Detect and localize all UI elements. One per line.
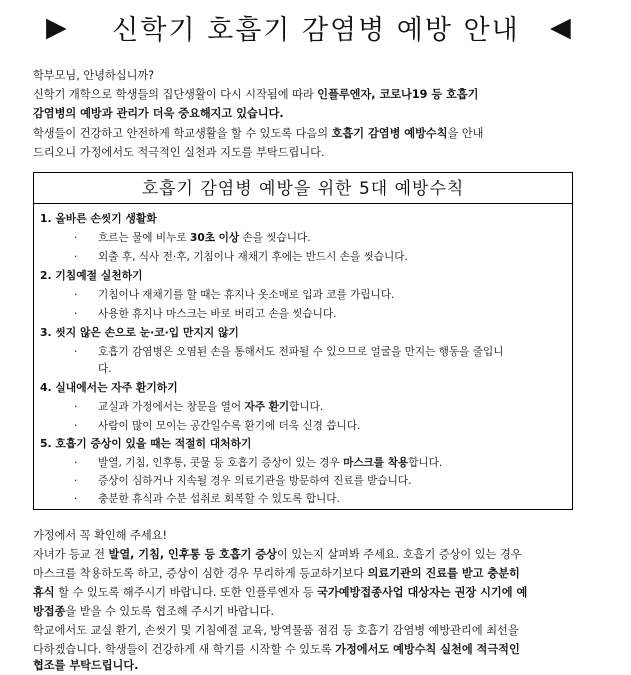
intro-text: 을 안내 (447, 127, 484, 140)
intro-line-4: 드리오니 가정에서도 적극적인 실천과 지도를 부탁드립니다. (33, 146, 325, 159)
rule-item-wrap: 다. (98, 363, 112, 375)
bullet-icon: · (74, 251, 78, 263)
check-text: 자녀가 등교 전 (33, 548, 109, 561)
rule-text: 합니다. (408, 457, 443, 469)
prevention-rules-box (33, 172, 573, 510)
rule-item (74, 473, 411, 488)
rule-heading-1: 1. 올바른 손씻기 생활화 (40, 212, 157, 225)
check-line-2 (33, 564, 520, 583)
check-text: 마스크를 착용하도록 하고, 증상이 심한 경우 무리하게 등교하기보다 (33, 567, 368, 580)
check-line-3 (33, 583, 527, 602)
rule-item (74, 230, 311, 245)
rule-item (74, 287, 394, 302)
bullet-icon: · (74, 420, 78, 432)
intro-line-2 (33, 104, 284, 123)
notice-title-text: 신학기 호흡기 감염병 예방 안내 (112, 15, 520, 46)
rule-text: 호흡기 감염병은 오염된 손을 통해서도 전파될 수 있으므로 얼굴을 만지는 행동을 줄입니 (98, 346, 504, 358)
check-text: 할 수 있도록 해주시기 바랍니다. 또한 인플루엔자 등 (54, 586, 318, 599)
check-emphasis: 의료기관의 진료를 받고 충분히 (367, 567, 520, 580)
rule-item (74, 399, 323, 414)
rule-text: 외출 후, 식사 전·후, 기침이나 재채기 후에는 반드시 손을 씻습니다. (98, 251, 408, 263)
check-line-4 (33, 602, 274, 621)
rule-text: 교실과 가정에서는 창문을 열어 (98, 401, 245, 413)
bullet-icon: · (74, 401, 78, 413)
bullet-icon: · (74, 457, 78, 469)
rule-text: 충분한 휴식과 수분 섭취로 회복할 수 있도록 합니다. (98, 493, 340, 505)
bullet-icon: · (74, 289, 78, 301)
check-text: 다하겠습니다. 학생들이 건강하게 새 학기를 시작할 수 있도록 (33, 643, 336, 656)
rule-text: 발열, 기침, 인후통, 콧물 등 호흡기 증상이 있는 경우 (98, 457, 344, 469)
intro-line-3 (33, 124, 484, 143)
greeting: 학부모님, 안녕하십니까? (33, 69, 155, 82)
bullet-icon: · (74, 308, 78, 320)
rule-item (74, 249, 408, 264)
check-emphasis: 가정에서도 예방수칙 실천에 적극적인 (335, 643, 520, 656)
bullet-icon: · (74, 346, 78, 358)
bullet-icon: · (74, 493, 78, 505)
check-heading: 가정에서 꼭 확인해 주세요! (33, 529, 168, 542)
intro-line-1 (33, 85, 478, 104)
check-text: 이 있는지 살펴봐 주세요. 호흡기 증상이 있는 경우 (276, 548, 522, 561)
rule-text: 손을 씻습니다. (239, 232, 311, 244)
check-emphasis: 휴식 (33, 586, 55, 599)
rules-box-title: 호흡기 감염병 예방을 위한 5대 예방수칙 (34, 175, 572, 204)
check-emphasis: 협조를 부탁드립니다. (33, 659, 139, 672)
rule-item (74, 455, 442, 470)
rule-heading-4 (40, 380, 178, 395)
bullet-icon: · (74, 232, 78, 244)
check-text: 을 받을 수 있도록 협조해 주시기 바랍니다. (65, 605, 275, 618)
intro-text: 학생들이 건강하고 안전하게 학교생활을 할 수 있도록 다음의 (33, 127, 332, 140)
intro-emphasis: 호흡기 감염병 예방수칙 (331, 127, 448, 140)
check-emphasis: 국가예방접종사업 대상자는 권장 시기에 예 (317, 586, 528, 599)
rule-emphasis: 마스크를 착용 (343, 457, 409, 469)
intro-emphasis: 인플루엔자, 코로나19 등 호흡기 (317, 88, 479, 101)
left-pointing-triangle-icon: ◀ (550, 12, 573, 43)
intro-emphasis: 감염병의 예방과 관리가 더욱 중요해지고 있습니다. (33, 107, 284, 120)
rule-text: 증상이 심하거나 지속될 경우 의료기관을 방문하여 진료를 받습니다. (98, 475, 412, 487)
rule-text: 합니다. (289, 401, 324, 413)
intro-text: 신학기 개학으로 학생들의 집단생활이 다시 시작됨에 따라 (33, 88, 318, 101)
rule-heading-text: 4. 실내에서는 (40, 381, 112, 394)
rule-emphasis: 30초 이상 (189, 232, 240, 244)
check-line-7 (33, 656, 138, 675)
rule-heading-3: 3. 씻지 않은 손으로 눈·코·입 만지지 않기 (40, 326, 239, 339)
rule-item (74, 344, 503, 359)
rule-heading-5: 5. 호흡기 증상이 있을 때는 적절히 대처하기 (40, 437, 252, 450)
rule-emphasis: 자주 환기 (244, 401, 290, 413)
bullet-icon: · (74, 475, 78, 487)
rule-item (74, 306, 336, 321)
check-line-1 (33, 545, 522, 564)
check-emphasis: 방접종 (33, 605, 66, 618)
rule-text: 기침이나 재채기를 할 때는 휴지나 옷소매로 입과 코를 가립니다. (98, 289, 395, 301)
rule-item (74, 491, 340, 506)
rule-text: 사람이 많이 모이는 공간일수록 환기에 더욱 신경 씁니다. (98, 420, 361, 432)
rule-text: 사용한 휴지나 마스크는 바로 버리고 손을 씻습니다. (98, 308, 337, 320)
rule-text: 흐르는 물에 비누로 (98, 232, 190, 244)
check-emphasis: 발열, 기침, 인후통 등 호흡기 증상 (108, 548, 277, 561)
right-pointing-triangle-icon: ▶ (46, 12, 69, 43)
check-line-5: 학교에서도 교실 환기, 손씻기 및 기침예절 교육, 방역물품 점검 등 호흡기 감염병 예방관리에 최선을 (33, 624, 519, 637)
rule-heading-2: 2. 기침예절 실천하기 (40, 269, 143, 282)
rule-heading-emphasis: 자주 환기하기 (111, 381, 178, 394)
notice-title (0, 6, 631, 46)
rule-item (74, 418, 360, 433)
